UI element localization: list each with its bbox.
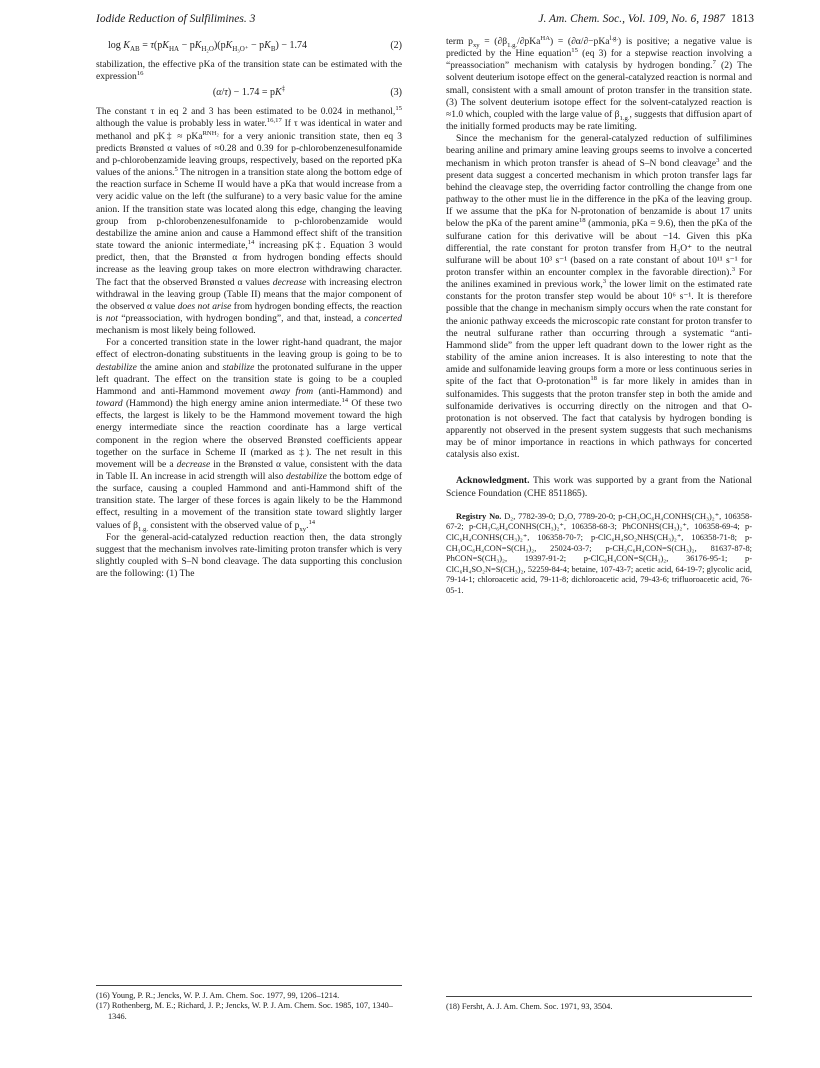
running-head [96,13,754,29]
paragraph: The constant τ in eq 2 and 3 has been estimated to be 0.024 in methanol,$^{15}$ although the value is probably less in water.$^{16,17}$ If τ was identical in water and methanol and pK‡ ≈ pKa$^{RNH_2}$ for a very anionic transition state, then eq 3 predicts Brønsted α values of ≈0.28 and 0.39 for p-chlorobenzenesulfonamide and p-chlorobenzamide leaving groups, respectively, based on the reported pKa values of the anions.$^5$ The nitrogen in a transition state along the bottom edge of the reaction surface in Scheme II would have a pKa that would increase from a very acidic value on the left (the sulfurane) to a very basic value for the amine anion. If the transition state was located along this edge, changing the leaving group from p-chlorobenzenesulfonamide to p-chlorobenzamide would destabilize the amine anion and cause a Hammond effect shift of the transition state toward the anionic intermediate,$^{14}$ increasing pK‡. Equation 3 would predict, then, that the Brønsted α from hydrogen bonding effects should increase as the leaving group takes on more electron withdrawing character. The fact that the observed Brønsted α values decrease with increasing electron withdrawal in the leaving group (Table II) means that the major component of the observed α value does not arise from hydrogen bonding effects, the reaction is not “preassociation, with hydrogen bonding”, and that, instead, a concerted mechanism is most likely being followed. [96,105,402,337]
footnote: (16) Young, P. R.; Jencks, W. P. J. Am. Chem. Soc. 1977, 99, 1206–1214. [96,991,340,1000]
page-number: 1813 [731,13,754,25]
equation-3-body: (α/τ) − 1.74 = pK‡ [212,84,286,99]
equation-2 [96,38,402,56]
footnote-rule [96,985,402,986]
registry-numbers: Registry No. D₂, 7782-39-0; D₂O, 7789-20-0; p-CH₃OC₆H₄CONHS(CH₃)₂⁺, 106358-67-2; p-CH₃C₆H₄CONHS(CH₃)₂⁺, 106358-68-3; PhCONHS(CH₃)₂⁺, 106358-69-4; p-ClC₆H₄CONHS(CH₃)₂⁺, 106358-70-7; p-ClC₆H₄SO₂NHS(CH₃)₂⁺, 106358-71-8; p-CH₃OC₆H₄CON=S(CH₃)₂, 25024-03-7; p-CH₃C₆H₄CON=S(CH₃)₂, 81637-87-8; PhCON=S(CH₃)₂, 19397-91-2; p-ClC₆H₄CON=S(CH₃)₂, 36176-95-1; p-ClC₆H₄SO₂N=S(CH₃)₂, 52259-84-4; betaine, 107-43-7; acetic acid, 64-19-7; glycolic acid, 79-14-1; chloroacetic acid, 79-11-8; dichloroacetic acid, 79-43-6; trifluoroacetic acid, 76-05-1. [446,511,752,595]
footnote-rule [446,996,752,997]
footnotes-left [96,985,402,1022]
acknowledgment-label: Acknowledgment. [456,475,530,487]
equation-3-number: (3) [390,87,402,99]
paragraph: For the general-acid-catalyzed reduction reaction then, the data strongly suggest that the mechanism involves rate-limiting proton transfer which is very slightly coupled with S–N bond cleavage. The data supporting this conclusion are the following: (1) The [96,531,402,580]
footnote: (17) Rothenberg, M. E.; Richard, J. P.; Jencks, W. P. J. Am. Chem. Soc. 1985, 107, 1340–1346. [96,1001,393,1021]
equation-2-number: (2) [390,40,402,51]
acknowledgment: Acknowledgment. This work was supported by a grant from the National Science Foundation (CHE 8511865). [446,475,752,499]
paragraph: term $p_{xy} = (\partial\beta_{1.g.}/\partial pKa^{HA}) = (\partial\alpha/\partial-pKa^{l.g.})$ is positive; a negative value is predicted by the Hine equation$^{15}$ (eq 3) for a stepwise reaction involving a “preassociation” mechanism with catalysis by hydrogen bonding.$^7$ (2) The solvent deuterium isotope effect on the general-catalyzed reaction is normal and small, consistent with a small amount of proton transfer in the transition state. (3) The solvent deuterium isotope effect for the solvent-catalyzed reaction is ≈1.0 which, coupled with the large value of $\beta_{1.g.}$, suggests that diffusion apart of the initially formed products may be rate limiting. [446,34,753,133]
right-column [446,36,752,597]
paragraph: For a concerted transition state in the lower right-hand quadrant, the major effect of electron-donating substituents in the leaving group is going to be to destabilize the amine anion and stabilize the protonated sulfurane in the upper left quadrant. The effect on the transition state is going to be a coupled Hammond and anti-Hammond movement away from (anti-Hammond) and toward (Hammond) the high energy amine anion intermediate.$^{14}$ Of these two effects, the largest is likely to be the Hammond movement toward the high energy intermediate since the reaction coordinate has a large vertical component in the region where the observed Brønsted coefficients appear together on the surface in Scheme II (marked as ‡). The net result in this movement will be a decrease in the Brønsted α value, consistent with the data in Table II. An increase in acid strength will also destabilize the bottom edge of the surface, causing a coupled Hammond and anti-Hammond shift of the transition state. The larger of these forces is again likely to be the Hammond effect, resulting in a movement of the transition state toward slightly larger values of $\beta_{1.g.}$ consistent with the observed value of $p_{xy}.^{14}$ [96,337,402,533]
footnotes-right [446,996,752,1012]
registry-label: Registry No. [456,511,502,521]
running-head-journal [538,13,754,25]
paragraph: Since the mechanism for the general-catalyzed reduction of sulfilimines bearing aniline and primary amine leaving groups seems to involve a concerted mechanism in which proton transfer is ahead of S–N bond cleavage$^3$ and the present data suggest a concerted mechanism in which proton transfer lags far behind the cleavage step, the overriding factor controlling the change from one pathway to the other must lie in the difference in the pKa of the leaving group. If we assume that the pKa for N-protonation of benzamide is about 17 units below the pKa of the parent amine$^{18}$ (ammonia, pKa = 9.6), then the pKa of the sulfurane cation for this derivative will be about −14. Given this pKa differential, the rate constant for proton transfer from H₃O⁺ to the neutral sulfurane will be about 10³ s⁻¹ (based on a rate constant of about 10¹¹ s⁻¹ for proton transfer within an encounter complex in the favorable direction).$^3$ For the anilines examined in previous work,$^3$ the lower limit on the estimated rate constants for the proton transfer step would be about 10⁶ s⁻¹. It is therefore possible that the change in mechanism simply occurs when the rate constant for the anionic pathway exceeds the microscopic rate constant for proton transfer to the neutral sulfurane rather than occurring through a systematic “anti-Hammond slide” from the upper left quadrant down to the lower right as the stability of the amine anion increases. It is also interesting to note that the amide and sulfonamide leaving groups form a more or less continuous series in spite of the fact that O-protonation$^{18}$ is far more likely in amides than in sulfonamides. This suggests that the proton transfer step in both the amide and sulfonamide derivatives is occurring directly on the nitrogen and that O-protonation is not observed. The fact that catalysis by hydrogen bonding is apparently not observed in the present system suggests that such mechanisms may be of minor importance in reactions in which pathways for concerted catalysis also exist. [446,133,753,461]
footnote: (18) Fersht, A. J. Am. Chem. Soc. 1971, 93, 3504. [446,1002,613,1011]
left-column [96,36,402,580]
equation-3 [96,85,402,103]
equation-2-body: $\log K_{AB} = \tau(pK_{HA} - pK_{H_2O})(pK_{H_3O^+} - pK_B) - 1.74$ [108,40,307,53]
paragraph: stabilization, the effective pKa of the transition state can be estimated with the expression$^{16}$ [96,59,402,83]
running-head-title: Iodide Reduction of Sulfilimines. 3 [96,13,256,25]
journal-citation: J. Am. Chem. Soc., Vol. 109, No. 6, 1987 [538,13,725,25]
